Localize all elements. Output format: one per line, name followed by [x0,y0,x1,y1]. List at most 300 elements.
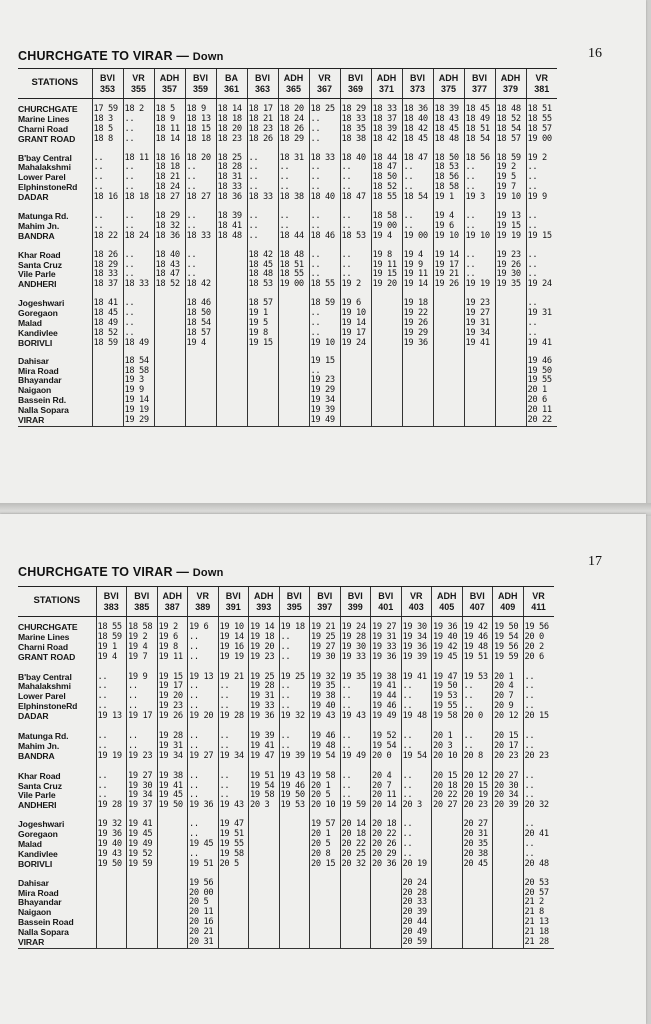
departure-time: .. [97,740,108,751]
departure-time: 18 59 [310,298,335,309]
train-header [279,587,310,617]
departure-time: 19 10 [310,337,335,348]
departure-time: 19 1 [97,641,117,652]
departure-time: 19 28 [97,800,122,811]
time-cell [216,242,247,291]
departure-time: 18 37 [93,279,118,290]
train-number: 371 [378,83,395,94]
time-cell [371,870,402,949]
departure-time [494,898,523,908]
station-group-row [18,617,554,663]
departure-time [280,376,309,386]
time-cell [278,99,309,145]
time-cell [279,762,310,812]
departure-time: 18 59 [93,337,118,348]
time-cell [279,722,310,762]
departure-time [249,357,278,367]
departure-time: 19 28 [250,681,275,692]
departure-time [281,938,310,948]
departure-time: 20 31 [189,937,214,948]
departure-time [497,329,526,339]
departure-time: 18 23 [217,133,242,144]
departure-time: 19 36 [403,337,428,348]
departure-time [497,339,526,349]
time-cell [216,145,247,203]
departure-time: 19 00 [527,133,552,144]
station-name: Khar Road [18,770,61,781]
time-cell [462,811,493,869]
departure-time: 20 59 [402,937,427,948]
station-name: BORIVLI [18,337,53,348]
departure-time [342,376,371,386]
departure-time: 20 23 [463,800,488,811]
departure-time: .. [402,829,413,840]
departure-time [159,889,188,899]
departure-time: 19 30 [496,269,521,280]
departure-time [281,879,310,889]
station-name: BANDRA [18,750,55,761]
departure-time: .. [403,162,414,173]
departure-time [404,357,433,367]
departure-time: 20 44 [402,917,427,928]
departure-time: 18 52 [155,279,180,290]
train-header [493,587,524,617]
time-cell [309,349,340,427]
departure-time: .. [463,681,474,692]
station-name: Mira Road [18,887,59,898]
departure-time [494,908,523,918]
departure-time: 18 15 [186,123,211,134]
departure-time: 18 18 [186,133,211,144]
departure-time: 19 31 [527,308,552,319]
time-cell [92,145,123,203]
departure-time [497,416,526,426]
departure-time: .. [403,220,414,231]
departure-time: .. [219,701,230,712]
departure-time [497,357,526,367]
train-code: VR [196,590,209,601]
time-cell [247,99,278,145]
departure-time: 19 36 [97,829,122,840]
departure-time [218,406,247,416]
departure-time: 20 48 [524,858,549,869]
time-cell [340,722,371,762]
departure-time: 18 54 [496,123,521,134]
departure-time: 20 34 [494,790,519,801]
departure-time: .. [124,123,135,134]
departure-time: 20 10 [433,750,458,761]
departure-time [494,860,523,870]
time-cell [127,617,158,663]
departure-time [156,386,185,396]
time-cell [279,663,310,722]
departure-time: .. [219,681,230,692]
time-cell [464,203,495,242]
departure-time: .. [186,211,197,222]
time-cell [309,203,340,242]
departure-time: 20 19 [463,790,488,801]
train-code: BVI [347,72,363,83]
departure-time: .. [524,681,535,692]
departure-time: .. [248,172,259,183]
station-names [18,870,96,949]
departure-time [218,299,247,309]
train-number: 389 [195,601,211,612]
departure-time: 20 7 [372,780,392,791]
departure-time [156,309,185,319]
departure-time: .. [189,848,199,859]
time-cell [310,870,341,949]
departure-time: 18 37 [372,113,397,124]
departure-time [280,386,309,396]
time-cell [96,870,127,949]
departure-time: 19 50 [494,622,519,632]
departure-time [156,416,185,426]
train-header [278,69,309,99]
train-number: 391 [225,601,241,612]
departure-time: 20 9 [494,701,514,712]
departure-time [435,309,464,319]
time-cell [402,99,433,145]
departure-time: 19 34 [128,790,153,801]
departure-time: .. [402,681,413,692]
departure-time [466,367,495,377]
departure-time: 18 53 [248,279,273,290]
time-cell [157,870,188,949]
time-cell [309,145,340,203]
departure-time [250,840,279,850]
timetable-page-16 [0,0,646,505]
departure-time: 19 14 [403,279,428,290]
departure-time: .. [248,230,259,241]
train-number: 355 [130,83,147,94]
train-header [154,69,185,99]
departure-time: 18 5 [155,104,175,114]
page-title: CHURCHGATE TO VIRAR — Down [18,565,224,579]
departure-time: 19 37 [128,800,153,811]
departure-time [280,367,309,377]
departure-time: 18 54 [465,133,490,144]
departure-time: 19 21 [219,671,244,682]
departure-time: 19 4 [434,211,454,222]
departure-time: 18 58 [124,365,149,376]
departure-time: 19 48 [402,711,427,722]
departure-time: 19 48 [463,641,488,652]
departure-time: 18 31 [217,172,242,183]
departure-time: .. [280,631,291,642]
departure-time: 19 29 [310,385,335,396]
time-cell [216,99,247,145]
departure-time [159,918,188,928]
departure-time: .. [465,259,476,270]
departure-time: 19 24 [341,337,366,348]
time-cell [279,811,310,869]
departure-time [159,938,188,948]
departure-time: 18 52 [93,327,118,338]
time-cell [92,290,123,348]
departure-time [128,918,157,928]
departure-time: 19 30 [341,641,366,652]
departure-time: .. [97,790,108,801]
departure-time: 18 47 [372,162,397,173]
departure-time: 19 15 [527,230,552,241]
departure-time: 20 22 [433,790,458,801]
time-cell [247,145,278,203]
departure-time: .. [310,211,321,222]
departure-time: .. [280,740,291,751]
train-header [123,69,154,99]
departure-time: .. [124,182,135,193]
train-code: BVI [469,590,485,601]
time-cell [462,870,493,949]
departure-time: .. [189,819,199,830]
time-cell [340,762,371,812]
station-name: ElphinstoneRd [18,701,78,712]
time-cell [218,811,249,869]
departure-time: 18 18 [124,192,149,203]
departure-time [342,357,371,367]
departure-time: 18 51 [465,123,490,134]
departure-time: 20 15 [311,858,336,869]
time-cell [495,145,526,203]
departure-time: 18 18 [155,162,180,173]
time-cell [188,870,219,949]
departure-time: .. [186,172,197,183]
departure-time: 19 56 [189,877,214,888]
departure-time: 19 25 [250,671,275,682]
departure-time [220,928,249,938]
departure-time: 19 19 [97,750,122,761]
departure-time: .. [341,220,352,231]
departure-time [373,329,402,339]
departure-time [187,357,216,367]
train-header [340,69,371,99]
departure-time [187,386,216,396]
departure-time: 18 46 [186,298,211,309]
departure-time: 18 48 [279,249,304,260]
departure-time: 18 16 [155,152,180,163]
time-cell [526,242,557,291]
departure-time: 19 56 [494,641,519,652]
departure-time: 19 8 [158,641,178,652]
departure-time: .. [341,269,352,280]
departure-time [464,908,493,918]
departure-time: 19 31 [250,691,275,702]
train-code: BVI [103,590,119,601]
departure-time: 20 3 [433,740,453,751]
departure-time [220,898,249,908]
departure-time: 19 41 [372,681,397,692]
departure-time: .. [189,701,199,712]
time-cell [278,290,309,348]
time-cell [185,145,216,203]
departure-time: .. [310,220,321,231]
departure-time [156,329,185,339]
departure-time [98,898,127,908]
departure-time: 19 52 [372,731,397,742]
time-cell [371,242,402,291]
train-number: 385 [134,601,150,612]
departure-time: 19 19 [465,279,490,290]
departure-time: 20 27 [494,770,519,781]
departure-time: .. [524,790,535,801]
station-group-row [18,145,557,203]
departure-time: 21 18 [524,927,549,938]
train-number: 395 [286,601,302,612]
departure-time: 18 46 [310,230,335,241]
departure-time [433,850,462,860]
departure-time: .. [341,780,352,791]
departure-time: 19 39 [250,731,275,742]
time-cell [340,290,371,348]
departure-time: .. [310,269,321,280]
departure-time: 20 4 [372,770,392,781]
departure-time: 19 46 [527,355,552,366]
departure-time: .. [186,259,197,270]
train-code: VR [132,72,145,83]
station-names [18,242,92,291]
time-cell [340,349,371,427]
departure-time [98,938,127,948]
train-number: 409 [500,601,516,612]
departure-time [280,416,309,426]
time-cell [495,242,526,291]
departure-time: .. [189,641,199,652]
departure-time: 20 11 [372,790,397,801]
train-header [432,587,463,617]
time-cell [401,762,432,812]
departure-time: .. [124,211,135,222]
departure-time: 19 39 [310,405,335,416]
departure-time: .. [527,327,538,338]
departure-time: .. [527,162,538,173]
departure-time: .. [124,259,135,270]
departure-time: 19 45 [189,839,214,850]
departure-time [98,879,127,889]
time-cell [96,762,127,812]
departure-time: 19 34 [402,631,427,642]
departure-time: 19 5 [248,318,268,329]
departure-time [280,319,309,329]
departure-time [159,830,188,840]
station-names [18,145,92,203]
departure-time [281,889,310,899]
departure-time [404,396,433,406]
time-cell [188,722,219,762]
departure-time: 20 3 [250,800,270,811]
departure-time: 19 5 [496,172,516,183]
departure-time: 19 54 [494,631,519,642]
departure-time: 18 33 [217,182,242,193]
departure-time [218,319,247,329]
station-name: Dahisar [18,877,49,888]
departure-time: .. [124,308,135,319]
time-cell [340,870,371,949]
station-name: BANDRA [18,230,55,241]
departure-time: 20 8 [311,848,331,859]
departure-time: 18 47 [155,269,180,280]
station-name: Naigaon [18,385,52,396]
departure-time: .. [219,790,230,801]
station-name: Vile Parle [18,790,56,801]
departure-time: 18 36 [155,230,180,241]
departure-time: 18 54 [124,355,149,366]
departure-time [250,830,279,840]
departure-time: .. [279,211,290,222]
time-cell [340,811,371,869]
train-number: 379 [502,83,519,94]
train-number: 377 [471,83,488,94]
departure-time: 19 58 [311,770,336,781]
departure-time: 19 19 [496,230,521,241]
departure-time: .. [465,249,476,260]
train-number: 399 [347,601,363,612]
departure-time [497,299,526,309]
departure-time: 19 9 [128,671,148,682]
departure-time: .. [189,790,199,801]
departure-time: 18 47 [341,192,366,203]
departure-time: 18 20 [186,152,211,163]
departure-time: .. [279,172,290,183]
train-header [523,587,554,617]
time-cell [92,349,123,427]
departure-time: 19 58 [250,790,275,801]
station-name: Naigaon [18,907,52,918]
time-cell [401,663,432,722]
departure-time: .. [310,182,321,193]
departure-time [404,386,433,396]
departure-time: 20 6 [527,395,547,406]
departure-time: .. [310,308,321,319]
departure-time: .. [402,770,413,781]
departure-time [218,357,247,367]
departure-time [464,879,493,889]
departure-time [433,840,462,850]
departure-time: 18 24 [155,182,180,193]
train-code: ADH [438,72,459,83]
departure-time: 18 20 [279,104,304,114]
departure-time: 17 59 [93,104,118,114]
departure-time: 20 14 [372,800,397,811]
station-name: Mahim Jn. [18,220,60,231]
departure-time: 21 8 [524,907,544,918]
departure-time [281,928,310,938]
departure-time [433,928,462,938]
departure-time: 19 32 [97,819,122,830]
departure-time: .. [189,681,199,692]
departure-time: 20 10 [311,800,336,811]
time-cell [247,203,278,242]
departure-time: 19 25 [311,631,336,642]
departure-time: 20 15 [433,770,458,781]
departure-time: 19 38 [372,671,397,682]
departure-time: 19 43 [280,770,305,781]
departure-time: 20 22 [372,829,397,840]
train-code: ADH [437,590,457,601]
time-cell [309,242,340,291]
departure-time: 19 27 [465,308,490,319]
departure-time: 19 26 [158,711,183,722]
departure-time: 19 29 [124,415,149,426]
station-name: Dahisar [18,355,49,366]
time-cell [92,203,123,242]
departure-time: 20 27 [463,819,488,830]
departure-time: 19 41 [250,740,275,751]
departure-time: 18 14 [155,133,180,144]
station-name: ElphinstoneRd [18,182,78,193]
departure-time: .. [310,113,321,124]
train-code: BVI [134,590,150,601]
